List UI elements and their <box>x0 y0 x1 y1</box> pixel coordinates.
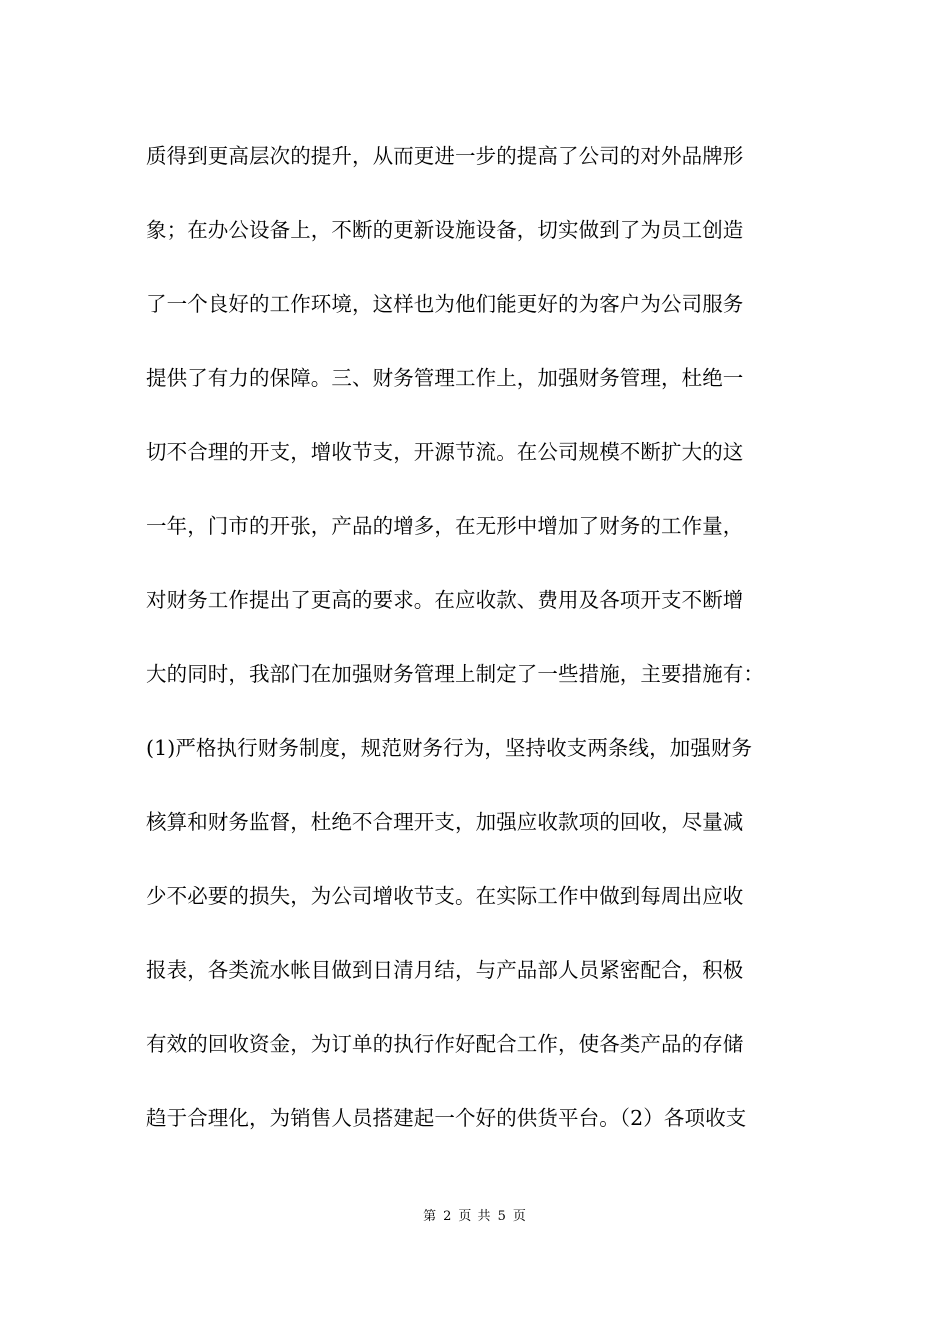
text-line: 报表，各类流水帐目做到日清月结，与产品部人员紧密配合，积极 <box>146 958 744 982</box>
text-line: 了一个良好的工作环境，这样也为他们能更好的为客户为公司服务 <box>146 292 744 316</box>
total-pages-number: 5 <box>497 1209 507 1224</box>
page-footer <box>0 1207 950 1227</box>
text-line: 有效的回收资金，为订单的执行作好配合工作，使各类产品的存储 <box>146 1032 744 1056</box>
text-line: 质得到更高层次的提升，从而更进一步的提高了公司的对外品牌形 <box>146 144 744 168</box>
text-line: 象；在办公设备上，不断的更新设施设备，切实做到了为员工创造 <box>146 218 744 242</box>
text-line: 对财务工作提出了更高的要求。在应收款、费用及各项开支不断增 <box>146 588 744 612</box>
body-text <box>146 137 806 1137</box>
text-line: 切不合理的开支，增收节支，开源节流。在公司规模不断扩大的这 <box>146 440 744 464</box>
text-line: 少不必要的损失，为公司增收节支。在实际工作中做到每周出应收 <box>146 884 744 908</box>
text-line: 核算和财务监督，杜绝不合理开支，加强应收款项的回收，尽量减 <box>146 810 744 834</box>
text-line: 趋于合理化，为销售人员搭建起一个好的供货平台。（2）各项收支 <box>146 1106 747 1130</box>
page-label-mid: 页 共 <box>458 1209 492 1224</box>
current-page-number: 2 <box>443 1209 453 1224</box>
page-label-prefix: 第 <box>423 1209 438 1224</box>
page-label-suffix: 页 <box>512 1209 527 1224</box>
text-line: (1)严格执行财务制度，规范财务行为，坚持收支两条线，加强财务 <box>146 736 753 760</box>
text-line: 提供了有力的保障。三、财务管理工作上，加强财务管理，杜绝一 <box>146 366 744 390</box>
text-line: 一年，门市的开张，产品的增多，在无形中增加了财务的工作量， <box>146 514 744 538</box>
text-line: 大的同时，我部门在加强财务管理上制定了一些措施，主要措施有： <box>146 662 764 686</box>
